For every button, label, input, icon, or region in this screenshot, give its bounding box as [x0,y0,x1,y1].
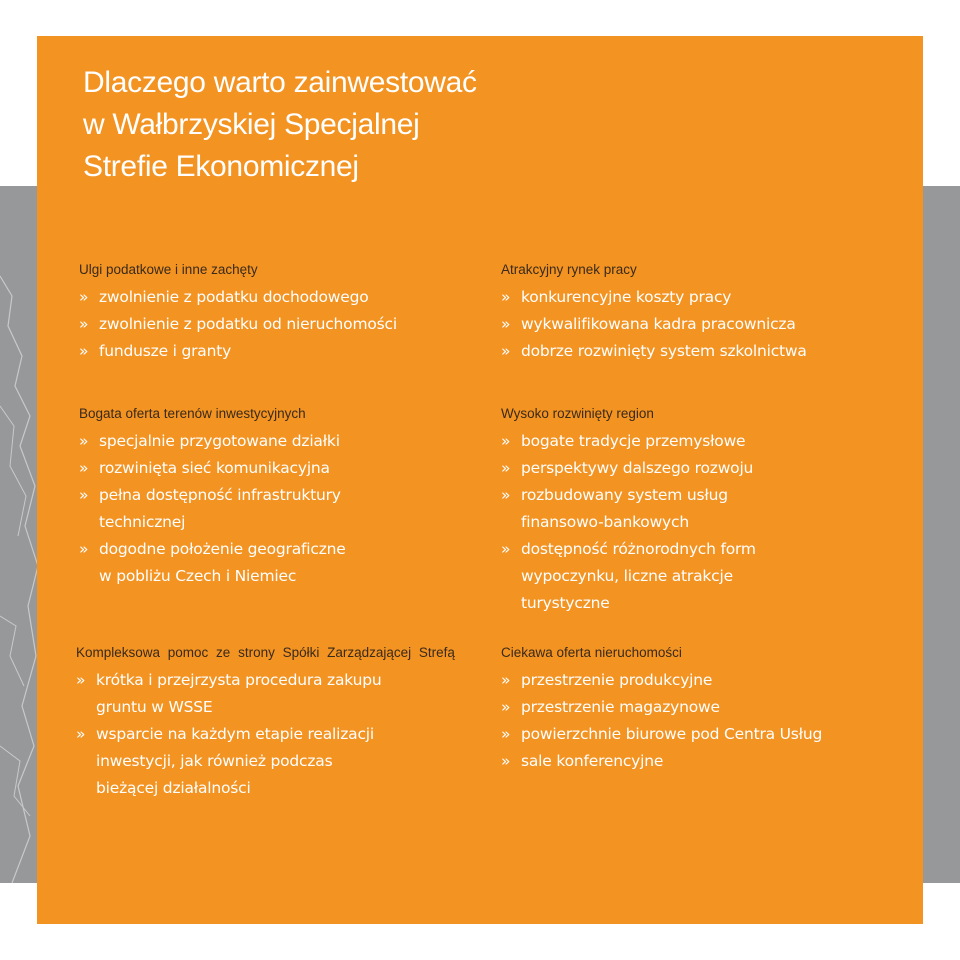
section-tax-incentives [79,261,479,365]
list-item: » fundusze i granty [79,338,479,365]
title-line-1: Dlaczego warto zainwestować [83,66,477,99]
list-item [501,482,901,536]
list-item-line: inwestycji, jak również podczas [96,752,333,770]
list-item: » powierzchnie biurowe pod Centra Usług [501,721,901,748]
bullet-list [501,284,901,365]
section-heading: Bogata oferta terenów inwestycyjnych [79,406,306,421]
bullet-list [76,667,456,802]
list-item: » perspektywy dalszego rozwoju [501,455,901,482]
list-item-line: » wsparcie na każdym etapie realizacji [96,725,375,743]
list-item-line: turystyczne [521,594,610,612]
list-item: » konkurencyjne koszty pracy [501,284,901,311]
section-investment-land [79,405,479,590]
list-item: » przestrzenie produkcyjne [501,667,901,694]
list-item-line: » krótka i przejrzysta procedura zakupu [96,671,382,689]
section-heading: Kompleksowa pomoc ze strony Spółki Zarządzającej Strefą [76,645,455,660]
list-item [79,482,479,536]
list-item-line: wypoczynku, liczne atrakcje [521,567,733,585]
list-item [79,536,479,590]
list-item: » specjalnie przygotowane działki [79,428,479,455]
bullet-list [79,428,479,590]
page-title [83,62,477,188]
title-line-3: Strefie Ekonomicznej [83,150,359,183]
list-item-line: bieżącej działalności [96,779,251,797]
list-item [76,667,456,721]
list-item-line: w pobliżu Czech i Niemiec [99,567,297,585]
map-outline-decoration [0,186,40,883]
title-line-2: w Wałbrzyskiej Specjalnej [83,108,420,141]
bullet-list [501,667,901,775]
list-item: » rozwinięta sieć komunikacyjna [79,455,479,482]
section-heading: Ciekawa oferta nieruchomości [501,645,682,660]
list-item: » zwolnienie z podatku dochodowego [79,284,479,311]
list-item: » zwolnienie z podatku od nieruchomości [79,311,479,338]
list-item-line: » pełna dostępność infrastruktury [99,486,341,504]
section-heading: Wysoko rozwinięty region [501,406,654,421]
list-item: » przestrzenie magazynowe [501,694,901,721]
section-developed-region [501,405,901,617]
list-item [501,536,901,617]
section-real-estate-offer [501,644,901,775]
list-item-line: » dostępność różnorodnych form [521,540,756,558]
section-comprehensive-support [76,644,456,802]
bullet-list [79,284,479,365]
list-item-line: finansowo-bankowych [521,513,689,531]
section-heading: Atrakcyjny rynek pracy [501,262,637,277]
list-item-line: » rozbudowany system usług [521,486,728,504]
section-labor-market [501,261,901,365]
list-item: » dobrze rozwinięty system szkolnictwa [501,338,901,365]
list-item-line: » dogodne położenie geograficzne [99,540,346,558]
list-item: » sale konferencyjne [501,748,901,775]
section-heading: Ulgi podatkowe i inne zachęty [79,262,258,277]
list-item: » bogate tradycje przemysłowe [501,428,901,455]
list-item-line: gruntu w WSSE [96,698,213,716]
bullet-list [501,428,901,617]
list-item-line: technicznej [99,513,186,531]
list-item [76,721,456,802]
list-item: » wykwalifikowana kadra pracownicza [501,311,901,338]
